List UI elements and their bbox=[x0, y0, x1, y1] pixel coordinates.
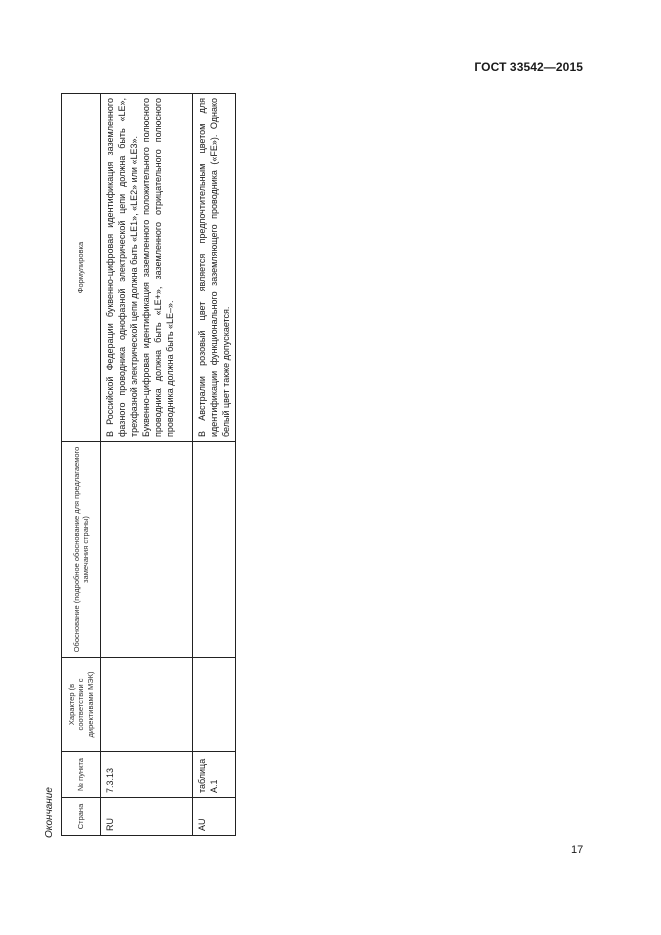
header-formulation: Формулировка bbox=[62, 94, 101, 442]
formulation-paragraph: Буквенно-цифровая идентификация заземленного положительного полюсного проводника должна быть «LE+», заземленного отрицательного полюсного проводника должна быть «LE–». bbox=[141, 98, 175, 437]
formulation-paragraph: В Российской Федерации буквенно-цифровая идентификация заземленного фазного проводника однофазной электрической цепи должна быть «LE», трехфазной электрической цепи должна быть «LE1», «LE2» или «LE3». bbox=[105, 98, 139, 437]
cell-reason bbox=[101, 442, 193, 658]
header-country: Страна bbox=[62, 798, 101, 836]
cell-type bbox=[193, 658, 236, 752]
cell-reason bbox=[193, 442, 236, 658]
document-code: ГОСТ 33542—2015 bbox=[474, 60, 583, 74]
table-row bbox=[101, 94, 193, 836]
cell-clause: 7.3.13 bbox=[101, 752, 193, 798]
formulation-paragraph: В Австралии розовый цвет является предпочтительным цветом для идентификации функционального заземляющего проводника («FE»). Однако белый цвет также допускается. bbox=[197, 98, 231, 437]
header-reason: Обоснование (подробное обоснование для предлагаемого замечания страны) bbox=[62, 442, 101, 658]
table-caption: Окончание bbox=[44, 787, 55, 838]
table-row bbox=[193, 94, 236, 836]
header-type: Характер (в соответствии с директивами МЭК) bbox=[62, 658, 101, 752]
header-clause: № пункта bbox=[62, 752, 101, 798]
cell-formulation bbox=[101, 94, 193, 442]
rotated-table-block bbox=[44, 93, 239, 838]
cell-formulation bbox=[193, 94, 236, 442]
comments-table bbox=[61, 93, 236, 836]
cell-country: RU bbox=[101, 798, 193, 836]
cell-clause: таблица А.1 bbox=[193, 752, 236, 798]
cell-type bbox=[101, 658, 193, 752]
page-number: 17 bbox=[571, 844, 584, 856]
cell-country: AU bbox=[193, 798, 236, 836]
table-header-row bbox=[62, 94, 101, 836]
